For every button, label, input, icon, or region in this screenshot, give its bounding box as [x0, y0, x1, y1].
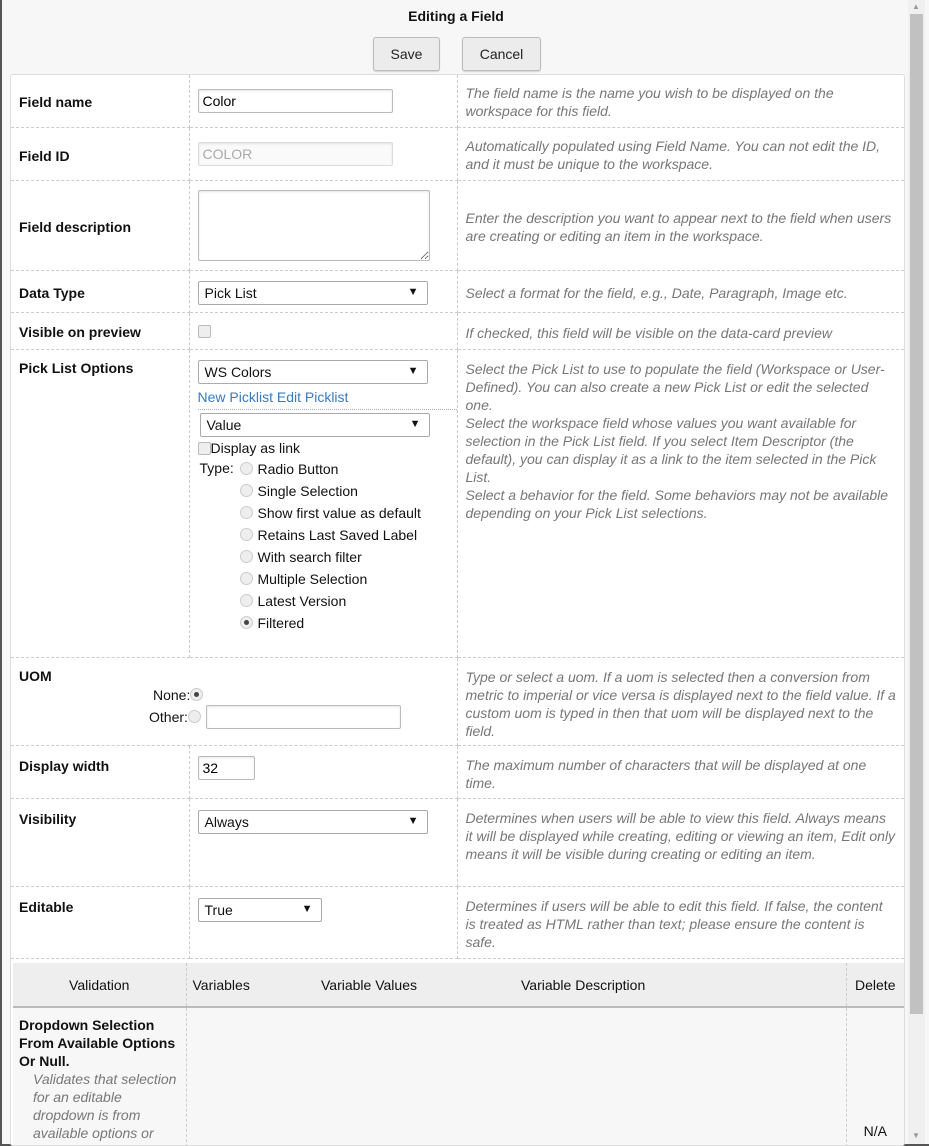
visibility-select[interactable]	[198, 810, 428, 834]
visibility-value: Always	[204, 813, 249, 830]
row-editable	[11, 886, 904, 958]
dialog-title: Editing a Field	[408, 8, 504, 24]
cancel-button[interactable]: Cancel	[462, 37, 541, 71]
save-button[interactable]: Save	[373, 37, 440, 71]
header-validation: Validation	[13, 963, 186, 1007]
edit-picklist-link[interactable]: Edit Picklist	[276, 388, 349, 405]
uom-none-label: None:	[153, 686, 191, 703]
type-option[interactable]	[240, 612, 421, 634]
caret-down-icon: ▼	[407, 364, 419, 377]
validation-delete: N/A	[863, 1123, 887, 1139]
pick-list-label: Pick List Options	[11, 349, 189, 657]
type-radio[interactable]	[240, 484, 253, 497]
caret-down-icon: ▼	[407, 814, 419, 827]
row-field-description	[11, 180, 904, 270]
display-width-label: Display width	[11, 745, 189, 798]
field-id-input	[198, 142, 393, 166]
visible-preview-checkbox[interactable]	[198, 325, 211, 338]
picklist-desc: Select the Pick List to use to populate the field (Workspace or User-Defined). You can also create a new Pick List or edit the selected one.	[465, 360, 885, 413]
scroll-up-icon[interactable]: ▲	[912, 2, 920, 11]
caret-down-icon: ▼	[409, 417, 421, 430]
uom-other-input[interactable]	[206, 705, 401, 729]
data-type-desc: Select a format for the field, e.g., Date, Paragraph, Image etc.	[457, 270, 904, 312]
header-delete: Delete	[846, 963, 904, 1007]
type-desc: Select a behavior for the field. Some behaviors may not be available depending on your Pick List selections.	[465, 486, 889, 521]
picklist-select[interactable]	[198, 360, 428, 384]
type-option-label: Latest Version	[257, 592, 347, 609]
header-variables: Variables	[186, 963, 261, 1007]
type-radio[interactable]	[240, 616, 253, 629]
type-option-label: Multiple Selection	[257, 570, 368, 587]
type-option[interactable]	[240, 502, 421, 524]
type-option[interactable]	[240, 590, 421, 612]
type-option-label: Filtered	[257, 614, 305, 631]
field-description-textarea[interactable]	[198, 190, 430, 261]
editable-value: True	[204, 901, 233, 918]
uom-other-radio[interactable]	[188, 710, 201, 723]
type-option[interactable]	[240, 568, 421, 590]
editable-label: Editable	[11, 886, 189, 958]
uom-none-radio[interactable]	[190, 688, 203, 701]
validation-desc: Validates that selection for an editable dropdown is from available options or	[33, 1071, 177, 1141]
scrollbar-thumb[interactable]	[910, 14, 923, 1014]
field-description-desc: Enter the description you want to appear next to the field when users are creating or editing an item in the workspace.	[457, 180, 904, 270]
editable-desc: Determines if users will be able to edit this field. If false, the content is treated as HTML rather than text; please ensure the content is safe.	[457, 886, 904, 958]
type-option-label: Single Selection	[257, 482, 358, 499]
row-data-type	[11, 270, 904, 312]
display-as-link-checkbox[interactable]	[198, 442, 211, 455]
data-type-select[interactable]	[198, 281, 428, 305]
uom-label: UOM	[19, 667, 52, 684]
value-field-select[interactable]	[200, 413, 430, 437]
new-picklist-link[interactable]: New Picklist	[197, 388, 273, 405]
type-option-label: Show first value as default	[257, 504, 421, 521]
header-variable-values: Variable Values	[261, 963, 491, 1007]
type-option[interactable]	[240, 524, 421, 546]
field-id-label: Field ID	[11, 127, 189, 180]
editable-select[interactable]	[198, 898, 322, 922]
field-description-label: Field description	[11, 180, 189, 270]
field-form	[10, 74, 905, 1146]
visible-preview-label: Visible on preview	[11, 312, 189, 349]
type-label: Type:	[199, 459, 234, 476]
value-field-desc: Select the workspace field whose values you want available for selection in the Pick List field. If you select Item Descriptor (the default), you can display it as a link to the item selected in the Pick List.	[465, 414, 877, 485]
field-name-input[interactable]	[198, 89, 393, 113]
type-radio[interactable]	[240, 462, 253, 475]
row-field-id	[11, 127, 904, 180]
type-option-label: Retains Last Saved Label	[257, 526, 418, 543]
validation-table	[13, 963, 904, 1146]
header-variable-description: Variable Description	[491, 963, 846, 1007]
row-visibility	[11, 798, 904, 886]
caret-down-icon: ▼	[407, 285, 419, 298]
type-option[interactable]	[240, 458, 421, 480]
data-type-label: Data Type	[11, 270, 189, 312]
caret-down-icon: ▼	[301, 902, 313, 915]
type-radio[interactable]	[240, 528, 253, 541]
type-option[interactable]	[240, 480, 421, 502]
row-visible-preview	[11, 312, 904, 349]
uom-desc: Type or select a uom. If a uom is selected then a conversion from metric to imperial or vice versa is displayed next to the field value. If a custom uom is typed in then that uom will be displayed next to the field.	[457, 657, 904, 745]
field-name-label: Field name	[11, 75, 189, 127]
display-width-desc: The maximum number of characters that will be displayed at one time.	[457, 745, 904, 798]
value-field-value: Value	[206, 416, 242, 433]
visibility-label: Visibility	[11, 798, 189, 886]
visible-preview-desc: If checked, this field will be visible on the data-card preview	[457, 312, 904, 349]
type-radio[interactable]	[240, 594, 253, 607]
type-option-label: Radio Button	[257, 460, 339, 477]
field-name-desc: The field name is the name you wish to be displayed on the workspace for this field.	[457, 75, 904, 127]
type-radio[interactable]	[240, 550, 253, 563]
row-uom	[11, 657, 904, 745]
row-display-width	[11, 745, 904, 798]
type-radio-group	[240, 458, 421, 634]
validation-row	[13, 1007, 904, 1146]
scrollbar[interactable]	[908, 0, 925, 1144]
picklist-value: WS Colors	[204, 363, 272, 380]
row-field-name	[11, 75, 904, 127]
field-id-desc: Automatically populated using Field Name. You can not edit the ID, and it must be unique to the workspace.	[457, 127, 904, 180]
type-option-label: With search filter	[257, 548, 362, 565]
type-radio[interactable]	[240, 506, 253, 519]
display-as-link-label: Display as link	[210, 439, 300, 456]
validation-name: Dropdown Selection From Available Options Or Null.	[19, 1017, 176, 1069]
uom-other-label: Other:	[149, 708, 188, 725]
visibility-desc: Determines when users will be able to view this field. Always means it will be displayed while creating, editing or viewing an item, Edit only means it will be visible during creating or editing an item.	[457, 798, 904, 886]
type-radio[interactable]	[240, 572, 253, 585]
row-pick-list	[11, 349, 904, 657]
type-option[interactable]	[240, 546, 421, 568]
data-type-value: Pick List	[204, 284, 257, 301]
scroll-down-icon[interactable]: ▼	[912, 1131, 920, 1140]
display-width-input[interactable]	[198, 756, 255, 780]
